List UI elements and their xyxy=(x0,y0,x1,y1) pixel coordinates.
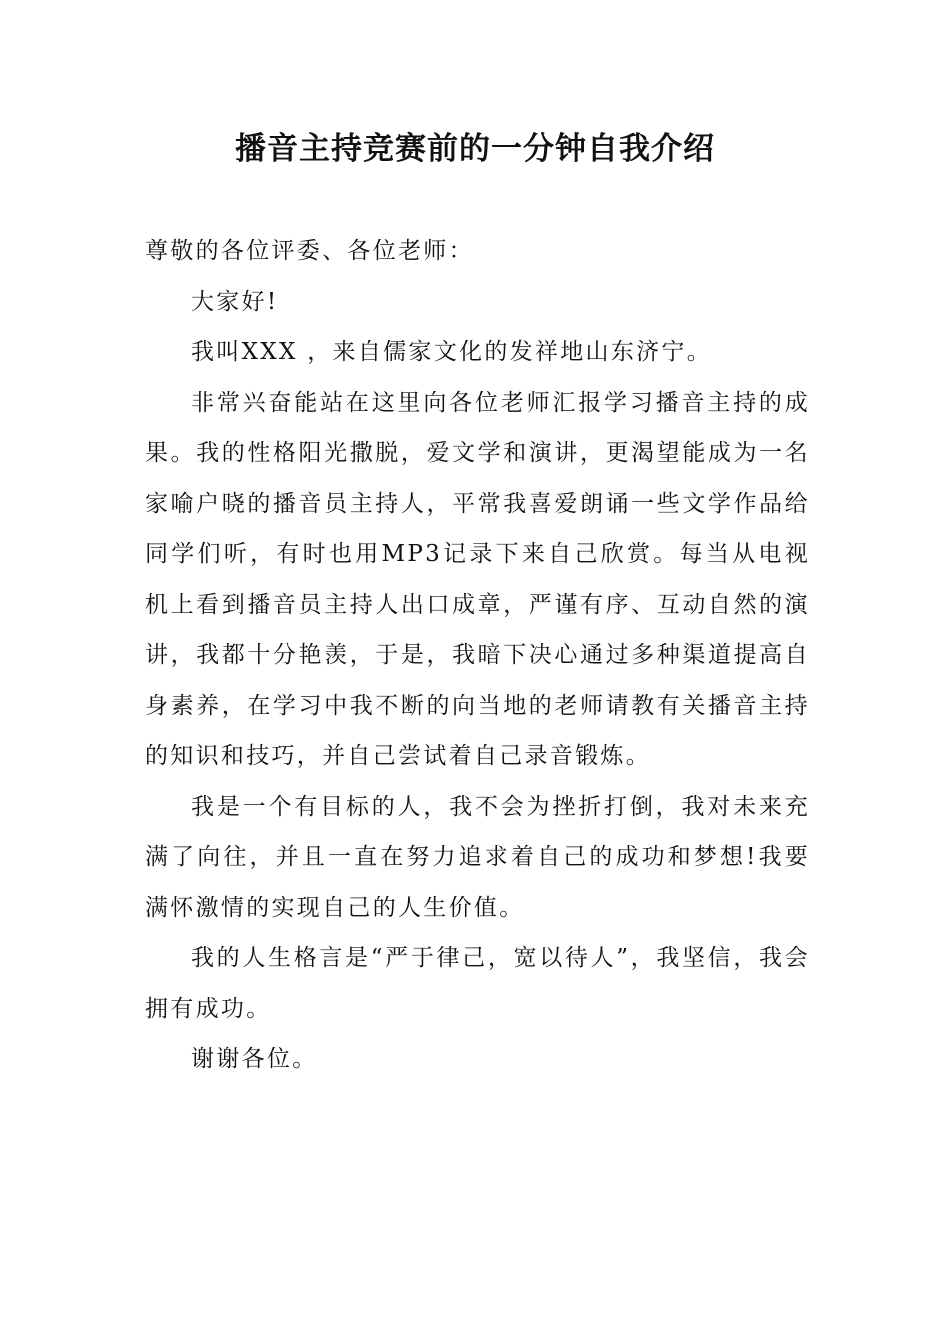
paragraph-name: 我叫XXX ，来自儒家文化的发祥地山东济宁。 xyxy=(191,339,713,365)
paragraph-motto: 我的人生格言是“严于律己，宽以待人”，我坚信，我会拥有成功。 xyxy=(145,945,810,1022)
document-title: 播音主持竞赛前的一分钟自我介绍 xyxy=(235,131,715,167)
document-body xyxy=(145,226,810,1085)
paragraph-goals: 我是一个有目标的人，我不会为挫折打倒，我对未来充满了向往，并且一直在努力追求着自己的成功和梦想!我要满怀激情的实现自己的人生价值。 xyxy=(145,793,810,921)
paragraph-thanks: 谢谢各位。 xyxy=(191,1046,318,1072)
paragraph-experience: 非常兴奋能站在这里向各位老师汇报学习播音主持的成果。我的性格阳光撒脱，爱文学和演讲，更渴望能成为一名家喻户晓的播音员主持人，平常我喜爱朗诵一些文学作品给同学们听，有时也用MP3记录下来自己欣赏。每当从电视机上看到播音员主持人出口成章，严谨有序、互动自然的演讲，我都十分艳羡，于是，我暗下决心通过多种渠道提高自身素养，在学习中我不断的向当地的老师请教有关播音主持的知识和技巧，并自己尝试着自己录音锻炼。 xyxy=(145,389,810,769)
salutation: 尊敬的各位评委、各位老师： xyxy=(145,238,474,264)
paragraph-greeting: 大家好! xyxy=(191,288,279,315)
